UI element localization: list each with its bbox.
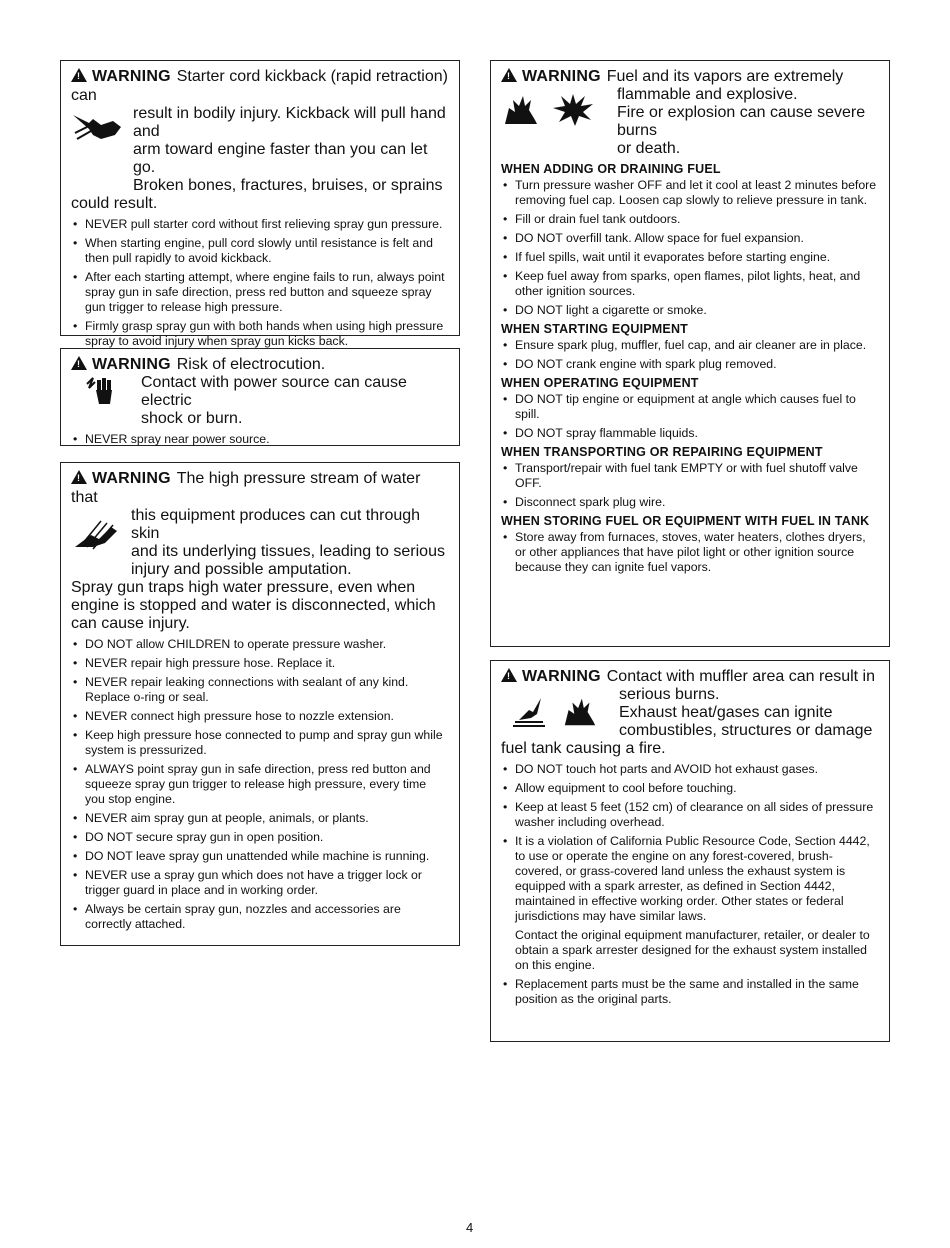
list-item: • Fill or drain fuel tank outdoors. — [501, 212, 879, 227]
warning-header: !WARNING Risk of electrocution. — [71, 355, 449, 374]
electrocution-icon — [71, 374, 141, 413]
cutting-stream-icon — [71, 507, 131, 558]
list-item: • DO NOT light a cigarette or smoke. — [501, 303, 879, 318]
warning-header: !WARNING The high pressure stream of water that — [71, 469, 449, 507]
warning-box-electrocution: !WARNING Risk of electrocution. Contact with power source can cause electric shock or burn. • NEVER spray near power source. — [60, 348, 460, 446]
list-item: • NEVER use a spray gun which does not have a trigger lock or trigger guard in place and in working order. — [71, 868, 449, 898]
list-item: • When starting engine, pull cord slowly until resistance is felt and then pull rapidly to avoid kickback. — [71, 236, 449, 266]
list-item: • Disconnect spark plug wire. — [501, 495, 879, 510]
warning-header: !WARNING Fuel and its vapors are extremely — [501, 67, 879, 86]
list-item: • ALWAYS point spray gun in safe direction, press red button and squeeze spray gun trigger to release high pressure, every time you stop engine. — [71, 762, 449, 807]
warning-triangle-icon — [501, 668, 517, 682]
section-heading: WHEN OPERATING EQUIPMENT — [501, 376, 699, 390]
list-item: • DO NOT overfill tank. Allow space for fuel expansion. — [501, 231, 879, 246]
list-item: • DO NOT spray flammable liquids. — [501, 426, 879, 441]
list-item: • Keep at least 5 feet (152 cm) of clearance on all sides of pressure washer including overhead. — [501, 800, 879, 830]
warning-box-fuel: !WARNING Fuel and its vapors are extremely flammable and explosive. Fire or explosion can cause severe burns or death. WHEN ADDING OR DRAINING FUEL • Turn pressure washer OFF and let it cool at least 2 minutes before removing fuel cap. Loosen cap slowly to relieve pressure in tank. • Fill or drain fuel tank outdoors. • DO NOT overfill tank. Allow space for fuel expansion. • If fuel spills, wait until it evaporates before starting engine. • Keep fuel away from sparks, open flames, pilot lights, heat, and other ignition sources. • DO NOT light a cigarette or smoke. WHEN STARTING EQUIPMENT • Ensure spark plug, muffler, fuel cap, and air cleaner are in place. • DO NOT crank engine with spark plug removed. WHEN OPERATING EQUIPMENT • DO NOT tip engine or equipment at angle which causes fuel to spill. • DO NOT spray flammable liquids. WHEN TRANSPORTING OR REPAIRING EQUIPMENT • Transport/repair with fuel tank EMPTY or with fuel shutoff valve OFF. • Disconnect spark plug wire. WHEN STORING FUEL OR EQUIPMENT WITH FUEL IN TANK • Store away from furnaces, stoves, water heaters, clothes dryers, or other appliances that have pilot light or other ignition source because they can ignite fuel vapors. — [490, 60, 890, 647]
list-item: • Allow equipment to cool before touching. — [501, 781, 879, 796]
explosion-icon — [551, 92, 595, 126]
hot-surface-icon — [511, 694, 547, 728]
warning-triangle-icon — [71, 470, 87, 484]
list-item: • NEVER connect high pressure hose to nozzle extension. — [71, 709, 449, 724]
electrocution-bullets — [71, 432, 449, 447]
warning-triangle-icon — [501, 68, 517, 82]
list-item: • Keep fuel away from sparks, open flames, pilot lights, heat, and other ignition sources. — [501, 269, 879, 299]
kickback-bullets — [71, 217, 449, 349]
list-item: • DO NOT secure spray gun in open position. — [71, 830, 449, 845]
fire-icon — [561, 694, 599, 728]
kickback-hand-icon — [71, 105, 133, 150]
warning-triangle-icon — [71, 68, 87, 82]
list-item: • DO NOT leave spray gun unattended while machine is running. — [71, 849, 449, 864]
list-item: • Store away from furnaces, stoves, water heaters, clothes dryers, or other appliances that have pilot light or other ignition source because they can ignite fuel vapors. — [501, 530, 879, 575]
list-item: • DO NOT tip engine or equipment at angle which causes fuel to spill. — [501, 392, 879, 422]
section-heading: WHEN STARTING EQUIPMENT — [501, 322, 689, 336]
list-item: • Ensure spark plug, muffler, fuel cap, and air cleaner are in place. — [501, 338, 879, 353]
section-heading: WHEN STORING FUEL OR EQUIPMENT WITH FUEL IN TANK — [501, 514, 870, 528]
warning-box-stream: !WARNING The high pressure stream of water that this equipment produces can cut through skin and its underlying tissues, leading to serious injury and possible amputation. Spray gun traps high water pressure, even when engine is stopped and water is disconnected, which can cause injury. • DO NOT allow CHILDREN to operate pressure washer. • NEVER repair high pressure hose. Replace it. • NEVER repair leaking connections with sealant of any kind. Replace o-ring or seal. • NEVER connect high pressure hose to nozzle extension. • Keep high pressure hose connected to pump and spray gun while system is pressurized. • ALWAYS point spray gun in safe direction, press red button and squeeze spray gun trigger to release high pressure, every time you stop engine. • NEVER aim spray gun at people, animals, or plants. • DO NOT secure spray gun in open position. • DO NOT leave spray gun unattended while machine is running. • NEVER use a spray gun which does not have a trigger lock or trigger guard in place and in working order. • Always be certain spray gun, nozzles and accessories are correctly attached. — [60, 462, 460, 946]
fire-icon — [501, 92, 541, 126]
list-item: • DO NOT touch hot parts and AVOID hot exhaust gases. — [501, 762, 879, 777]
list-item: • NEVER aim spray gun at people, animals, or plants. — [71, 811, 449, 826]
list-item: • Firmly grasp spray gun with both hands when using high pressure spray to avoid injury when spray gun kicks back. — [71, 319, 449, 349]
list-item: • DO NOT crank engine with spark plug removed. — [501, 357, 879, 372]
warning-box-kickback: !WARNING Starter cord kickback (rapid retraction) can result in bodily injury. Kickback will pull hand and arm toward engine faster than you can let go. Broken bones, fractures, bruises, or sprains could result. • NEVER pull starter cord without first relieving spray gun pressure. • When starting engine, pull cord slowly until resistance is felt and then pull rapidly to avoid kickback. • After each starting attempt, where engine fails to run, always point spray gun in safe direction, press red button and squeeze spray gun trigger to release high pressure. • Firmly grasp spray gun with both hands when using high pressure spray to avoid injury when spray gun kicks back. — [60, 60, 460, 336]
list-item: • NEVER spray near power source. — [71, 432, 449, 447]
warning-triangle-icon — [71, 356, 87, 370]
list-item: • If fuel spills, wait until it evaporates before starting engine. — [501, 250, 879, 265]
list-note: Contact the original equipment manufacturer, retailer, or dealer to obtain a spark arrester designed for the exhaust system installed on this engine. — [515, 928, 870, 972]
list-item: • Transport/repair with fuel tank EMPTY or with fuel shutoff valve OFF. — [501, 461, 879, 491]
section-heading: WHEN ADDING OR DRAINING FUEL — [501, 162, 721, 176]
list-item: • Replacement parts must be the same and installed in the same position as the original parts. — [501, 977, 879, 1007]
warning-header: !WARNING Contact with muffler area can result in — [501, 667, 879, 686]
list-item: • After each starting attempt, where engine fails to run, always point spray gun in safe direction, press red button and squeeze spray gun trigger to release high pressure. — [71, 270, 449, 315]
page-number: 4 — [466, 1220, 474, 1235]
section-heading: WHEN TRANSPORTING OR REPAIRING EQUIPMENT — [501, 445, 823, 459]
list-item: • NEVER repair high pressure hose. Replace it. — [71, 656, 449, 671]
list-item: • Turn pressure washer OFF and let it cool at least 2 minutes before removing fuel cap. Loosen cap slowly to relieve pressure in tank. — [501, 178, 879, 208]
list-item: • It is a violation of California Public Resource Code, Section 4442, to use or operate the engine on any forest-covered, brush-covered, or grass-covered land unless the exhaust system is equipped with a spark arrester, as defined in Section 4442, maintained in effective working order. Other states or federal jurisdictions may have similar laws. — [501, 834, 879, 924]
list-item: • Keep high pressure hose connected to pump and spray gun while system is pressurized. — [71, 728, 449, 758]
warning-box-muffler: !WARNING Contact with muffler area can result in serious burns. Exhaust heat/gases can ignite combustibles, structures or damage fuel tank causing a fire. • DO NOT touch hot parts and AVOID hot exhaust gases. • Allow equipment to cool before touching. • Keep at least 5 feet (152 cm) of clearance on all sides of pressure washer including overhead. • It is a violation of California Public Resource Code, Section 4442, to use or operate the engine on any forest-covered, brush-covered, or grass-covered land unless the exhaust system is equipped with a spark arrester, as defined in Section 4442, maintained in effective working order. Other states or federal jurisdictions may have similar laws. Contact the original equipment manufacturer, retailer, or dealer to obtain a spark arrester designed for the exhaust system installed on this engine. • Replacement parts must be the same and installed in the same position as the original parts. — [490, 660, 890, 1042]
list-item: • DO NOT allow CHILDREN to operate pressure washer. — [71, 637, 449, 652]
muffler-bullets — [501, 762, 879, 1007]
list-item: • NEVER repair leaking connections with sealant of any kind. Replace o-ring or seal. — [71, 675, 449, 705]
list-item: • Always be certain spray gun, nozzles and accessories are correctly attached. — [71, 902, 449, 932]
stream-bullets — [71, 637, 449, 932]
warning-header: !WARNING Starter cord kickback (rapid retraction) can — [71, 67, 449, 105]
list-item: • NEVER pull starter cord without first relieving spray gun pressure. — [71, 217, 449, 232]
